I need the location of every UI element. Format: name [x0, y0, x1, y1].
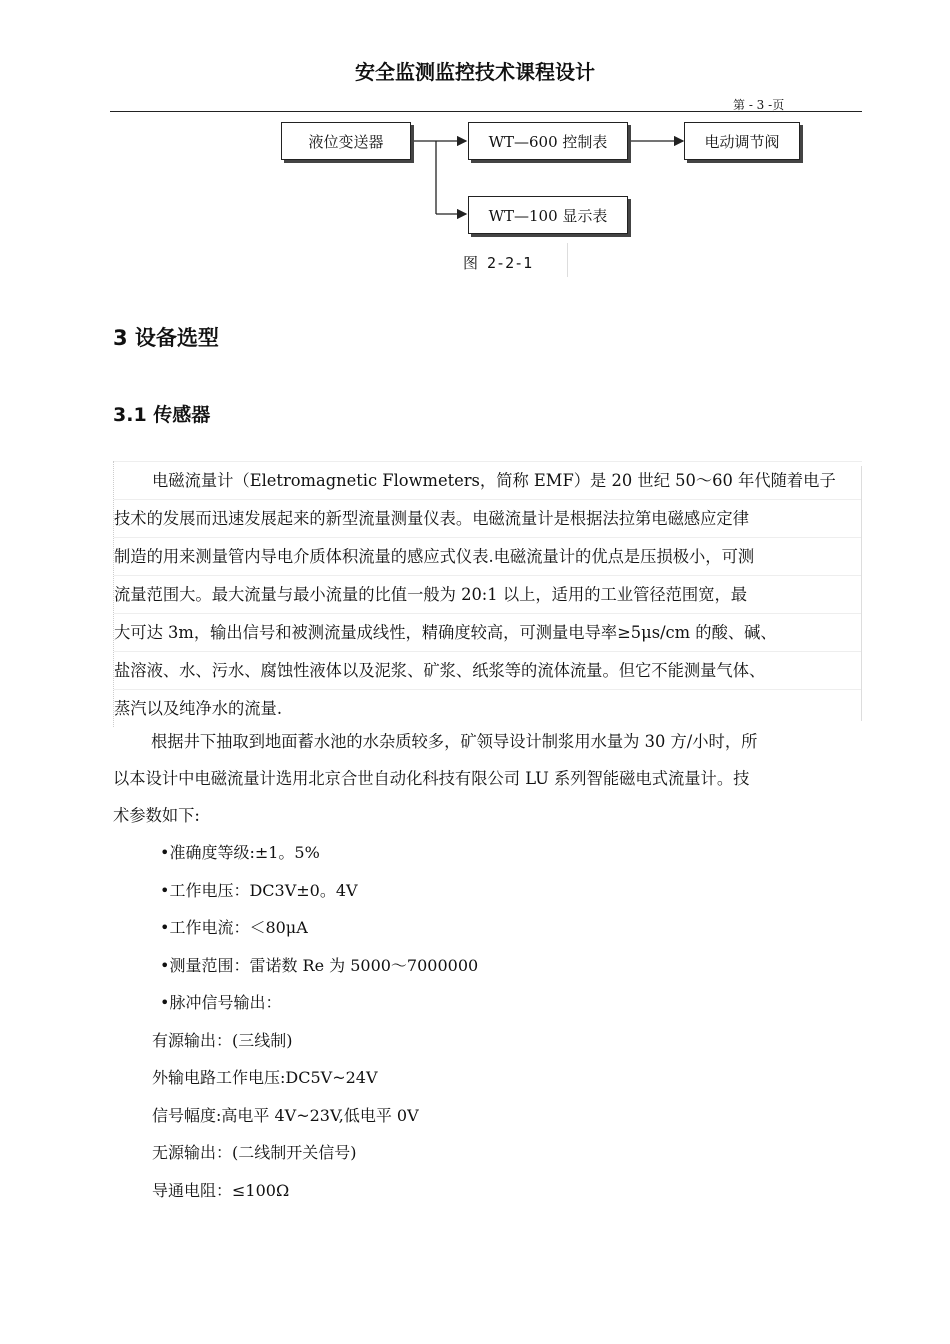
box-wt100-display: WT—100 显示表 [468, 196, 628, 234]
spec-item-voltage: •工作电压：DC3V±0。4V [160, 880, 358, 900]
figure-caption: 图 2-2-1 [463, 254, 533, 272]
spec-item-current: •工作电流：＜80μA [160, 918, 308, 937]
paragraph-line: 流量范围大。最大流量与最小流量的比值一般为 20:1 以上，适用的工业管径范围宽，最 [114, 575, 862, 613]
spec-item-range: •测量范围：雷诺数 Re 为 5000～7000000 [160, 955, 479, 975]
paragraph-line: 术参数如下: [113, 806, 200, 825]
spec-item-passive-output: 无源输出：(二线制开关信号) [152, 1143, 357, 1162]
box-electric-valve: 电动调节阀 [684, 122, 800, 160]
subsection-heading: 3.1 传感器 [113, 404, 211, 426]
paragraph-line: 以本设计中电磁流量计选用北京合世自动化科技有限公司 LU 系列智能磁电式流量计。技 [113, 769, 750, 788]
box-wt600-controller: WT—600 控制表 [468, 122, 628, 160]
box-level-transmitter: 液位变送器 [281, 122, 411, 160]
paragraph-line: 盐溶液、水、污水、腐蚀性液体以及泥浆、矿浆、纸浆等的流体流量。但它不能测量气体、 [114, 651, 862, 689]
paragraph-line: 技术的发展而迅速发展起来的新型流量测量仪表。电磁流量计是根据法拉第电磁感应定律 [114, 499, 862, 537]
page-number: 第 - 3 -页 [733, 98, 785, 112]
paragraph-line: 大可达 3m，输出信号和被测流量成线性，精确度较高，可测量电导率≥5μs/cm 的酸、碱、 [114, 613, 862, 651]
spec-item-signal-amplitude: 信号幅度:高电平 4V~23V,低电平 0V [152, 1105, 419, 1125]
page-header-title: 安全监测监控技术课程设计 [355, 60, 595, 84]
paragraph-emf-intro [113, 461, 862, 727]
spec-item-accuracy: •准确度等级:±1。5% [160, 843, 320, 862]
spec-item-active-output: 有源输出：(三线制) [152, 1030, 293, 1050]
paragraph-right-border [861, 466, 862, 721]
paragraph-line: 根据井下抽取到地面蓄水池的水杂质较多，矿领导设计制浆用水量为 30 方/小时，所 [151, 732, 758, 751]
section-heading: 3 设备选型 [113, 326, 219, 350]
spec-list [152, 834, 478, 1209]
spec-item-external-voltage: 外输电路工作电压:DC5V~24V [152, 1068, 378, 1087]
paragraph-line: 制造的用来测量管内导电介质体积流量的感应式仪表.电磁流量计的优点是压损极小，可测 [114, 537, 862, 575]
caption-divider [567, 243, 568, 277]
spec-item-pulse-output: •脉冲信号输出： [160, 993, 282, 1012]
paragraph-line: 蒸汽以及纯净水的流量. [114, 689, 862, 727]
paragraph-line: 电磁流量计（Eletromagnetic Flowmeters，简称 EMF）是 20 世纪 50～60 年代随着电子 [114, 461, 862, 499]
spec-item-on-resistance: 导通电阻：≤100Ω [152, 1180, 290, 1200]
paragraph-selection [113, 723, 861, 834]
